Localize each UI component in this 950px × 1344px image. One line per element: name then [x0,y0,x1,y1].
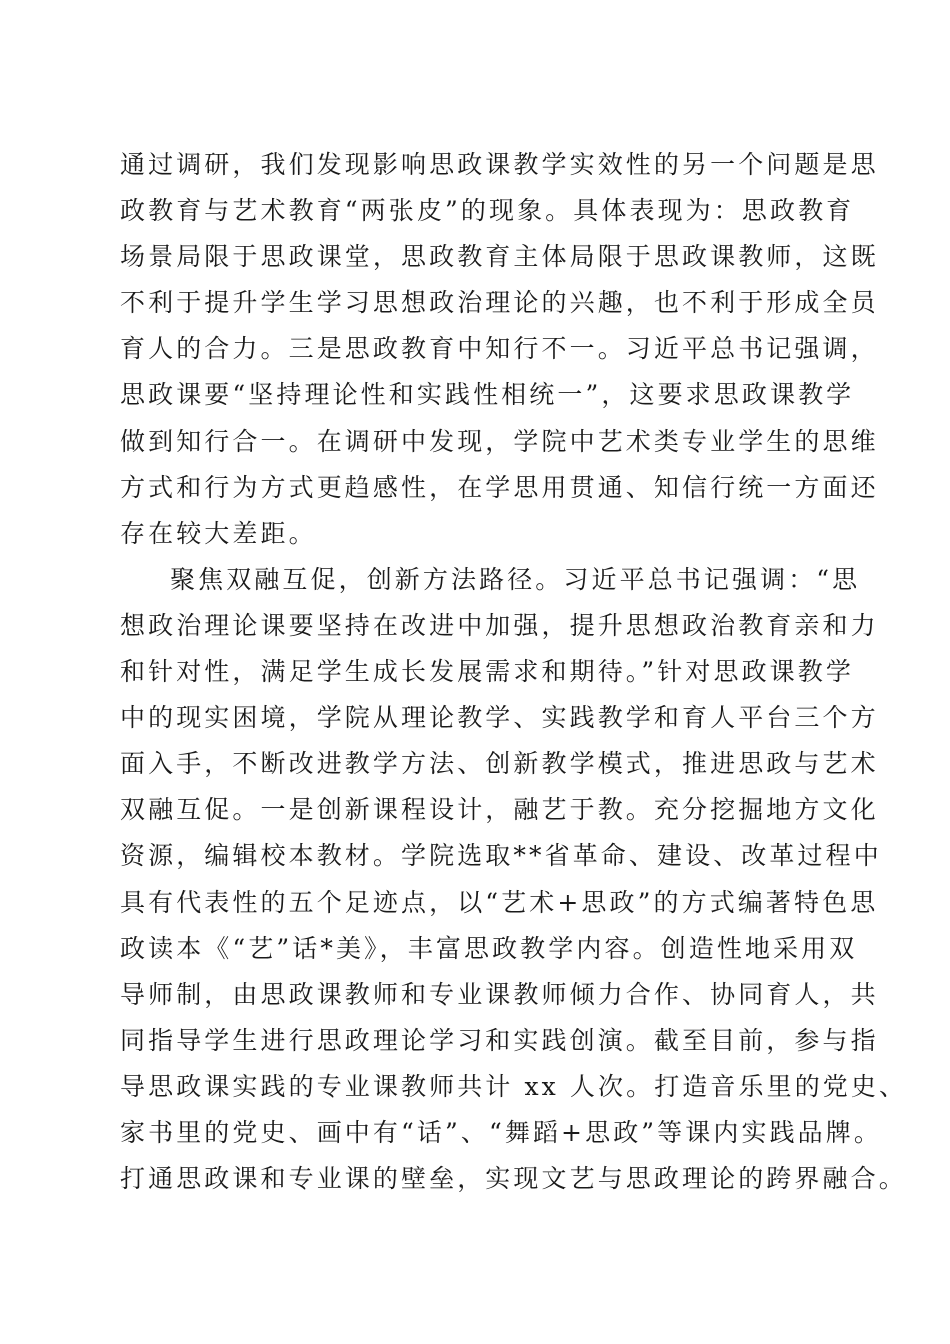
text-line-8: 方式和行为方式更趋感性，在学思用贯通、知信行统一方面还 [120,472,879,502]
text-line-23: 打通思政课和专业课的壁垒，实现文艺与思政理论的跨界融合。 [120,1164,907,1194]
text-line-17: 具有代表性的五个足迹点，以“艺术+思政”的方式编著特色思 [120,887,879,917]
text-line-11: 想政治理论课要坚持在改进中加强，提升思想政治教育亲和力 [120,610,879,640]
text-line-6: 思政课要“坚持理论性和实践性相统一”，这要求思政课教学 [120,380,855,410]
text-line-5: 育人的合力。三是思政教育中知行不一。习近平总书记强调， [120,334,879,364]
text-line-15: 双融互促。一是创新课程设计，融艺于教。充分挖掘地方文化 [120,795,879,825]
paragraph-start-line: 聚焦双融互促，创新方法路径。习近平总书记强调：“思 [170,564,861,594]
text-line-16: 资源，编辑校本教材。学院选取**省革命、建设、改革过程中 [120,841,882,871]
text-line-13: 中的现实困境，学院从理论教学、实践教学和育人平台三个方 [120,703,879,733]
text-line-19: 导师制，由思政课教师和专业课教师倾力合作、协同育人，共 [120,979,879,1009]
text-line-9: 存在较大差距。 [120,518,317,548]
text-line-1: 通过调研，我们发现影响思政课教学实效性的另一个问题是思 [120,150,879,179]
text-line-2: 政教育与艺术教育“两张皮”的现象。具体表现为：思政教育 [120,196,855,226]
text-line-7: 做到知行合一。在调研中发现，学院中艺术类专业学生的思维 [120,426,879,456]
text-line-22: 家书里的党史、画中有“话”、“舞蹈+思政”等课内实践品牌。 [120,1117,882,1147]
text-line-12: 和针对性，满足学生成长发展需求和期待。”针对思政课教学 [120,657,854,687]
text-line-14: 面入手，不断改进教学方法、创新教学模式，推进思政与艺术 [120,749,879,779]
text-line-21: 导思政课实践的专业课教师共计 xx 人次。打造音乐里的党史、 [120,1071,908,1101]
text-line-3: 场景局限于思政课堂，思政教育主体局限于思政课教师，这既 [120,242,879,272]
text-line-20: 同指导学生进行思政理论学习和实践创演。截至目前，参与指 [120,1025,879,1055]
body-text [120,142,908,1202]
text-line-4: 不利于提升学生学习思想政治理论的兴趣，也不利于形成全员 [120,288,879,318]
text-line-18: 政读本《“艺”话*美》，丰富思政教学内容。创造性地采用双 [120,933,858,963]
